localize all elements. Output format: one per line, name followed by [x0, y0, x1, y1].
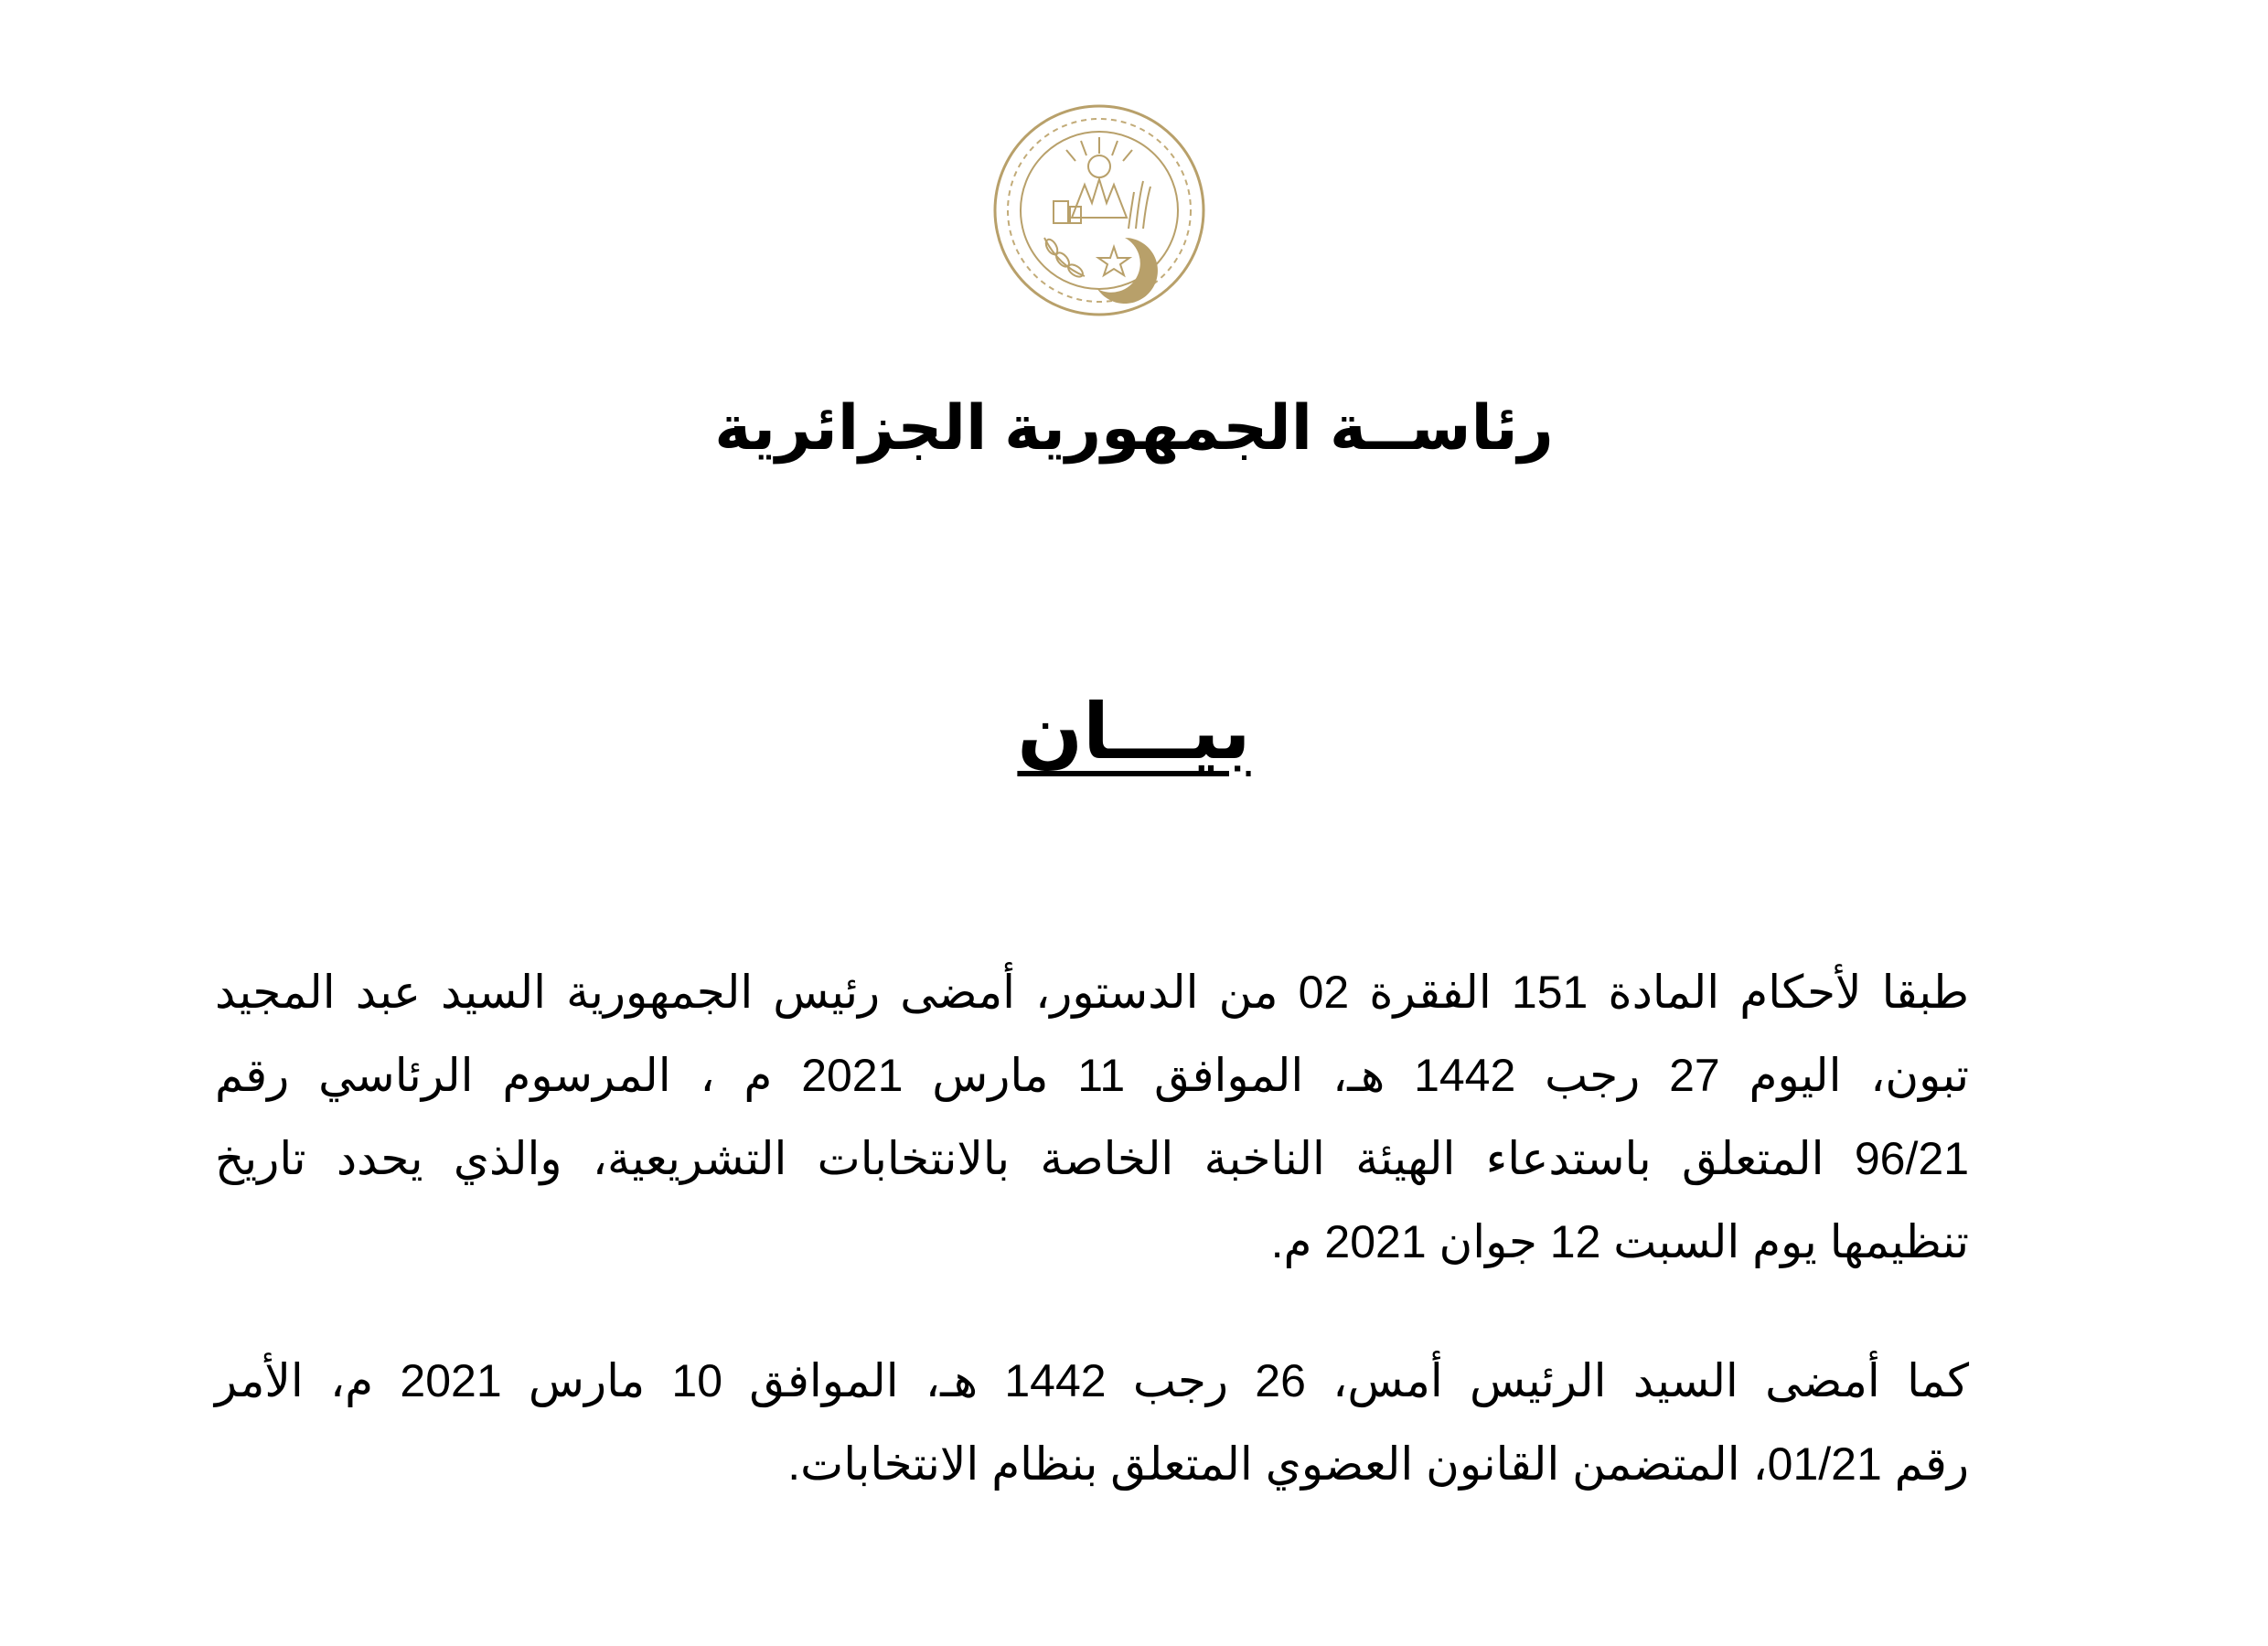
document-heading-text: بيـــان: [1017, 689, 1251, 775]
paragraph-line: تنظيمها يوم السبت 12 جوان 2021 م.: [1270, 1216, 1969, 1267]
paragraph-line: كما أمضى السيد الرئيس أمس، 26 رجب 1442 هـ، الموافق 10 مارس 2021 م، الأمر: [215, 1355, 1970, 1406]
paragraph-line: 96/21 المتعلق باستدعاء الهيئة الناخبة الخاصة بالانتخابات التشريعية، والذي يحدد تاريخ: [215, 1133, 1969, 1184]
paragraph-line: تبون، اليوم 27 رجب 1442 هـ، الموافق 11 مارس 2021 م ، المرسوم الرئاسي رقم: [215, 1050, 1969, 1101]
paragraph-1: [215, 951, 1969, 1284]
paragraph-2: [215, 1340, 1969, 1506]
page-title: رئاســة الجمهورية الجزائرية: [714, 393, 1554, 463]
paragraph-line: طبقا لأحكام المادة 151 الفقرة 02 من الدستور، أمضى رئيس الجمهورية السيد عبد المجيد: [215, 967, 1969, 1018]
document-heading: [0, 681, 2268, 782]
republic-seal-icon: [990, 101, 1209, 320]
paragraph-line: رقم 01/21، المتضمن القانون العضوي المتعلق بنظام الانتخابات.: [787, 1438, 1969, 1490]
